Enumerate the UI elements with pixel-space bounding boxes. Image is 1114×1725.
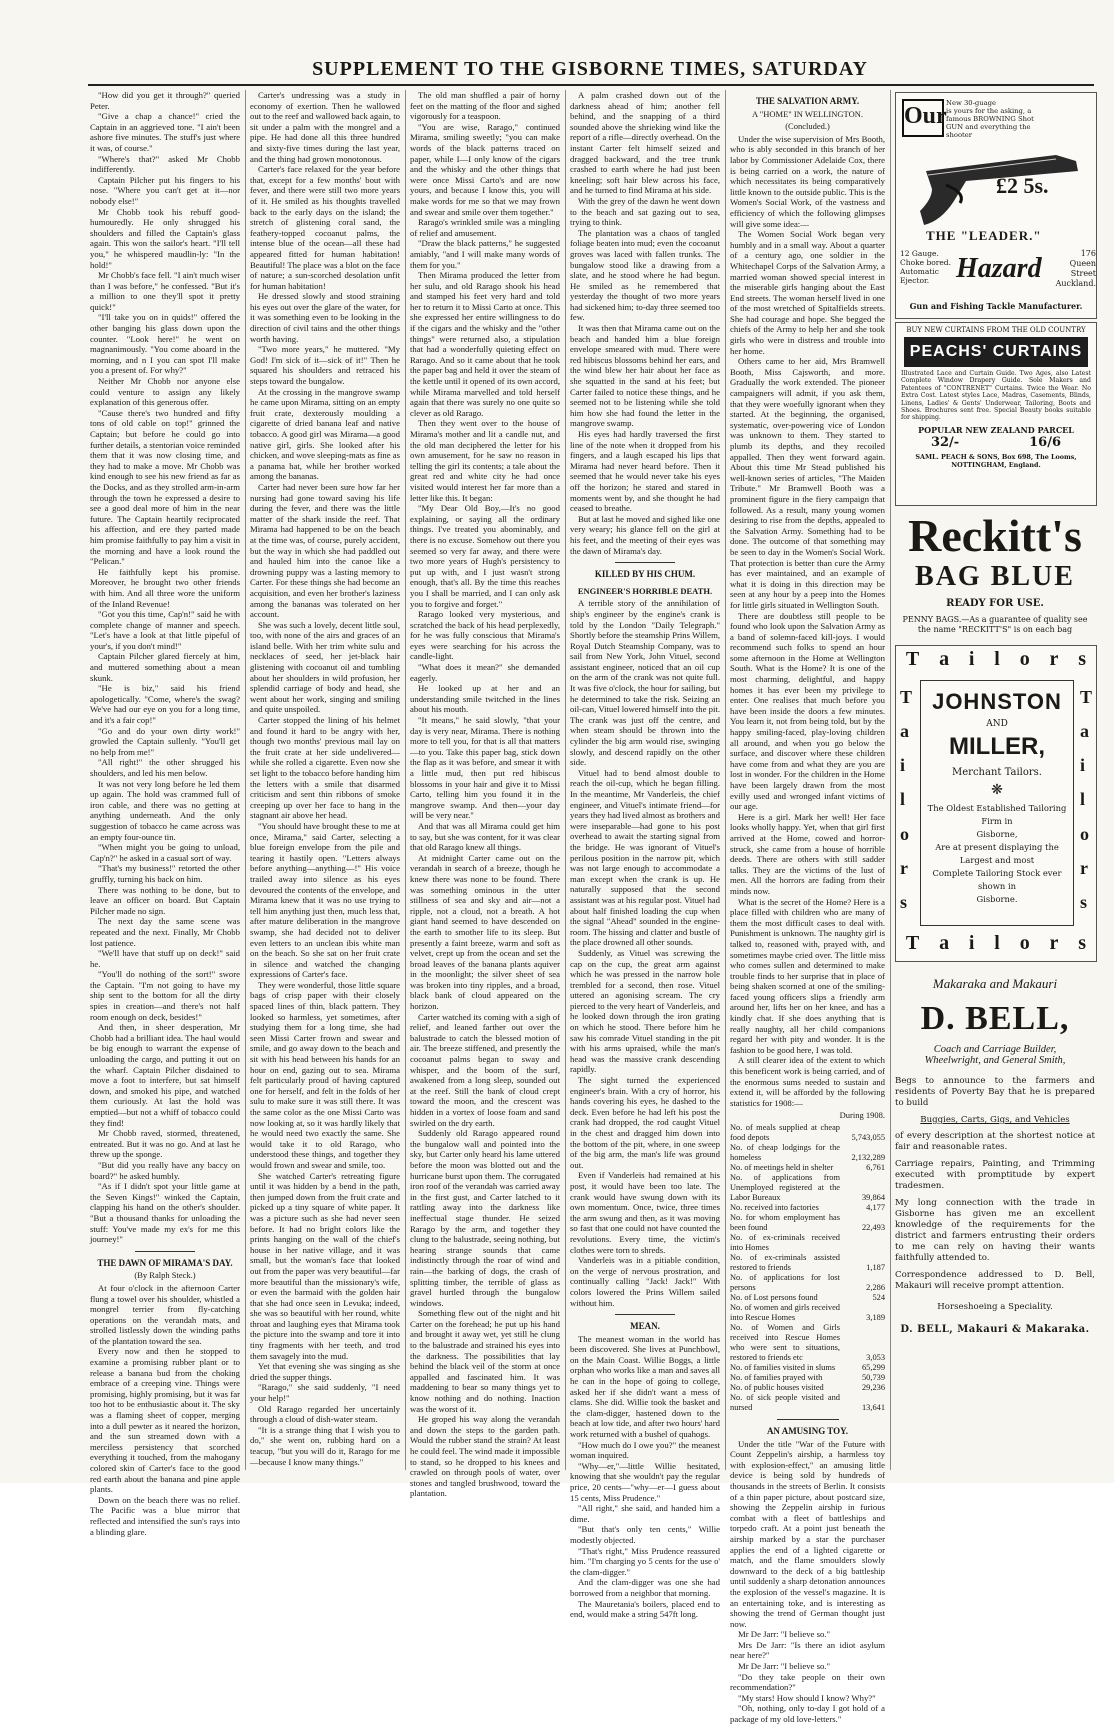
tailors-blurb: [921, 802, 1073, 906]
paragraph: Mrs De Jarr: "Is there an idiot asylum near here?": [730, 1639, 885, 1661]
gun-trade: Gun and Fishing Tackle Manufacturer.: [909, 301, 1083, 311]
paragraph: His eyes had hardly traversed the first line of the note when it dropped from his fingers, and a laugh escaped his lips that Mirama had never heard before. Then it seemed that he would never take his eyes off the horizon; he stared and stared in moments went by, and she thought he had ceased to breathe.: [570, 429, 720, 514]
salvation-cont: (Concluded.): [785, 121, 830, 132]
paragraph: A palm crashed down out of the darkness ahead of him; another fell behind, and the snapping of a third sounded above the shrieking wind like the report of a rifle—directly overhead. On the instant Carter felt himself seized and dragged backward, and the tree trunk crashed to earth where he had just been kneeling; soft hair blew across his face, and he turned to find Mirama at his side.: [570, 90, 720, 196]
mean-text: [570, 1334, 720, 1620]
paragraph: "When might you be going to unload, Cap'n?" he asked in a casual sort of way.: [90, 842, 240, 863]
stat-row: [730, 1393, 885, 1413]
stat-label: No. of applications for lost persons: [730, 1273, 840, 1292]
tailors-letter: o: [1079, 823, 1089, 844]
stat-label: No. of meals supplied at cheap food depots: [730, 1123, 840, 1142]
paragraph: Mr De Jarr: "I believe so.": [738, 1629, 831, 1640]
stat-value: 2,286: [866, 1283, 885, 1292]
paragraph: "My Dear Old Boy,—It's no good explaining, or saying all the ordinary things. I've treated you abominably, and there is no excuse. Somehow out there you seemed so very far away, and there were two more years of Hugh's persistency to put up with, and I just wasn't strong enough, that's all. By the time this reaches you I shall be married, and I can only ask you to forgive and forget.": [410, 503, 560, 609]
stat-label: No. of families prayed with: [730, 1373, 823, 1382]
paragraph: "Cause there's two hundred and fifty tons of old cable on top!" grinned the Captain; but before he could go into further details, a stentorian voice reminded them that it was now closing time, and they had to make a move. Mr Chobb was kind enough to see his new friend as far as the Docks, and as they strolled arm-in-arm through the town he expressed a desire to see a good deal more of him in the near future. The Captain heartily reciprocated his affection, and ere they parted made him promise faithfully to pay him a visit in the morning and have a look round the "Pelican.": [90, 407, 240, 567]
paragraph: "Two more years," he muttered. "My God! I'm sick of it—sick of it!" Then he squared his shoulders and retraced his steps toward the bungalow.: [250, 344, 400, 387]
tailors-letter: o: [900, 823, 909, 844]
bell-special: Horseshoeing a Speciality.: [937, 1302, 1053, 1312]
peach-prices: [896, 435, 1096, 450]
paragraph: "But did you really have any baccy on board?" he asked humbly.: [90, 1159, 240, 1181]
paragraph: There are doubtless still people to be found who look upon the Salvation Army as a band of solemn-faced kill-joys. I would recommend such folks to spend an hour some afternoon in the Home at Wellington South. What is the Home? It is one of the most charming, delightful, and happy homes it has ever been my privilege to enter. One realises that much before you have been inside the doors a few minutes. You learn it, not from being told, but by the happy smiling-faced, play-loving children all around, and when you go below the surface, and discover where these children have come from and what they are you are lost in wonder. For the children in the Home have been largely drawn from the most evilly used and wronged infant victims of our age.: [730, 610, 885, 812]
mean-title: MEAN.: [630, 1321, 660, 1332]
tailors-and: AND: [986, 719, 1008, 729]
paragraph: "What does it mean?" she demanded eagerly.: [410, 662, 560, 683]
our-box: [902, 99, 947, 137]
tailors-letter: s: [900, 892, 908, 913]
gun-gauge: 12 Gauge.: [900, 249, 939, 258]
paragraph: Carter had never been sure how far her nursing had gone toward saving his life during the fever, and there was the little matter of the shark inside the reef. That Mirama had happened to be on the beach at the time was, of course, purely accident, but the way in which she had paddled out and hauled him into the canoe like a drowning puppy was a lasting memory to Carter. For these things she had become an acquisition, and even her brother's laziness among the bananas was tolerated on her account.: [250, 481, 400, 620]
tailors-line4: Complete Tailoring Stock ever shown in: [932, 868, 1062, 891]
paragraph: Then they went over to the house of Mirama's mother and lit a candle nut, and the old man deciphered the letter for his own amusement, for he saw no reason in telling the girl its contents; a tale about the great red and white city he had once visited would interest her far more than a letter like this. It began:: [410, 418, 560, 503]
paragraph: Suddenly, as Vituel was screwing the cap on the cup, the great arm against which he was pressed in the narrow hole trembled for a second, then rose. Vituel uttered an agonising scream. The cry pierced to the very heart of Vanderleis, and he looked down through the iron grating on which he stood. There before him he saw his comrade Vituel standing in the pit with his arms upraised, while the man's head was the massive crank descending rapidly.: [570, 947, 720, 1075]
paragraph: "I'll take you on in quids!" offered the other banging his glass down upon the counter. "Look here!" he went on magnanimously. "You come aboard in the morning, and n I you can spot I'll make you a present of. For why?": [90, 312, 240, 376]
reckitts-name: Reckitt's: [908, 510, 1082, 561]
tailors-letter: T: [905, 932, 920, 954]
paragraph: "You are wise, Rarago," continued Mirama, smiling sweetly; "you can make words of the black patterns traced on paper, while I—I only know of the cigars and the whisky and the other things that were once Missi Carto's and are now yours, and because I know this, you will make words for me so that we may frown and swear and smile over them together.": [410, 121, 560, 217]
gun-auto: Automatic: [900, 267, 939, 276]
stat-value: 65,299: [861, 1363, 885, 1372]
byline: (By Ralph Steck.): [134, 1270, 196, 1281]
tailors-letter: s: [1079, 892, 1087, 913]
tailors-line1: The Oldest Established Tailoring Firm in: [927, 803, 1067, 826]
tailors-letter: l: [994, 932, 1000, 954]
gun-line3: GUN and everything the shooter: [946, 123, 1031, 139]
peach-maker: SAML. PEACH & SONS, Box 698, The Looms, NOTTINGHAM, England.: [915, 452, 1077, 469]
paragraph: "You'll do nothing of the sort!" swore the Captain. "I'm not going to have my ship sent to the bottom for all the dirty spies in creation—and there's not half room enough on deck, besides!": [90, 969, 240, 1022]
gun-street: Queen Street: [1069, 259, 1096, 278]
paragraph: Then Mirama produced the letter from her sulu, and old Rarago shook his head and stamped his feet very hard and told her to return it to Missi Carto at once. This she expressed her entire willingness to do if the cigars and the whisky and the "other things" were returned also, a stipulation that had a wonderfully quieting effect on Rarago. And so it came about that he took the paper bag and held it over the steam of the kettle until it opened of its own accord, while Mirama marvelled and told herself again that there was surely no one quite so clever as old Rarago.: [410, 270, 560, 418]
paragraph: He groped his way along the verandah and down the steps to the garden path. Would the rubber stand the strain? At least he could feel. The wind made it impossible to stand, so he dropped to his knees and crawled on through pools of water, over stones and tangled brushwood, toward the plantation.: [410, 1414, 560, 1499]
gun-city: Auckland.: [1055, 279, 1096, 288]
column-3-text: [410, 90, 560, 1499]
paragraph: "All right!" the other shrugged his shoulders, and led his men below.: [90, 757, 240, 778]
stat-label: No. of families visited in slums: [730, 1363, 836, 1372]
paragraph: "Why—er,"—little Willie hesitated, knowing that she wouldn't pay the regular price, 20 cents—"why—er—I guess about 15 cents, Miss Prudence.": [570, 1460, 720, 1503]
tailors-letter: l: [994, 648, 1000, 670]
stat-row: [730, 1383, 885, 1393]
peach-parcel: POPULAR NEW ZEALAND PARCEL: [918, 424, 1074, 435]
paragraph: Suddenly old Rarago appeared round the bungalow wall and pointed into the sky, but Carter only heard his lame uttered before the moon was blotted out and the hurricane burst upon them. The corrugated iron roof of the verandah was carried away in the first gust, and Carter latched to it rattling away into the darkness like ineffectual stage thunder. He seized Rarago by the arm, and together they clung to the balustrade, seeing nothing, but hearing strange sounds that came indistinctly through the roar of wind and rain—the barking of dogs, the crash of splitting timber, the terrible of glass as gravel hurtled through the bungalow windows.: [410, 1128, 560, 1308]
stat-row: [730, 1143, 885, 1163]
paragraph: She was such a lovely, decent little soul, too, with none of the airs and graces of an island belle. With her trim white sulu and necklaces of seed, her jet-black hair glistening with cocoanut oil and tumbling about her shoulders in wild profusion, her splendid carriage of body and head, she went about her work, singing and smiling and quite unspoiled.: [250, 619, 400, 715]
paragraph: Mr Chobb raved, stormed, threatened, entreated. But it was no go. And at last he threw up the sponge.: [90, 1128, 240, 1160]
paragraph: "But that's only ten cents," Willie modestly objected.: [570, 1524, 720, 1545]
stat-value: 50,739: [861, 1373, 885, 1382]
tailors-name1: JOHNSTON: [932, 689, 1062, 714]
bell-p4: My long connection with the trade in Gisborne has given me an excellent knowledge of the requirements for the district and farmers entrusting their orders to me can rely on having their wants faithfully attended to.: [895, 1198, 1095, 1263]
tailors-border-right: [1080, 680, 1092, 920]
stat-value: 39,864: [861, 1193, 885, 1202]
divider: [777, 1419, 839, 1420]
column-3: [410, 90, 560, 1499]
stat-row: [730, 1253, 885, 1273]
paragraph: "We'll have that stuff up on deck!" said he.: [90, 948, 240, 969]
stat-label: No. received into factories: [730, 1203, 819, 1212]
tailors-letter: r: [1079, 858, 1088, 879]
paragraph: Something flew out of the night and hit Carter on the forehead; he put up his hand and brought it away wet, yet still he clung to the balustrade and strained his eyes into the darkness. The possibilities that lay behind the black veil of the storm at once appalled and fascinated him. It was maddening to bear so many things yet to know nothing and do nothing. Inaction was the worst of it.: [410, 1308, 560, 1414]
stat-label: No. of public houses visited: [730, 1383, 824, 1392]
stat-value: 5,743,055: [851, 1133, 885, 1142]
paragraph: "As if I didn't spot your little game at the Seven Kings!" winked the Captain, clapping his hand on the other's shoulder. "But a thousand thanks for unloading the stuff: You've made my ex's for me this journey!": [90, 1181, 240, 1245]
hazard-logo: Hazard: [956, 253, 1042, 284]
gun-advert: [895, 92, 1097, 319]
paragraph: "How did you get it through?" queried Peter.: [90, 90, 240, 111]
paragraph: What is the secret of the Home? Here is a place filled with children who are many of them the most difficult cases to deal with. Punishment is unknown. The naughty girl is talked to, reasoned with, prayed with, and sometimes maybe cried over. The little miss who comes sullen and determined to make trouble finds to her surprise that in place of being shaken scorned at one of the smiling-faced young officers slips a friendly arm around her, lifts her on her knee, and has a kindly chat. If she does anything that is really naughty, all her child companions regard her with pity and wonder. It is the fashion to be good here, I was told.: [730, 896, 885, 1055]
bell-trade1: Coach and Carriage Builder,: [933, 1044, 1057, 1055]
paragraph: "Go and do your own dirty work!" growled the Captain sullenly. "You'll get no help from me!": [90, 725, 240, 757]
peach-top: BUY NEW CURTAINS FROM THE OLD COUNTRY: [906, 326, 1086, 334]
stats-year: During 1908.: [839, 1110, 885, 1121]
gun-specs: [900, 249, 951, 285]
column-rule: [565, 90, 566, 1470]
paragraph: And then, in sheer desperation, Mr Chobb had a brilliant idea. The haul would be big enough to warrant the expense of unloading the cargo, and putting it out on the wharf. Captain Pilcher disdained to move a foot to interfere, but sat himself down, and smoked his pipe, and watched them curiously. At last the hold was emptied—but not a whiff of tobacco could they find!: [90, 1022, 240, 1128]
paragraph: "Draw the black patterns," he suggested amiably, "and I will make many words of them for you.": [410, 238, 560, 270]
stat-row: [730, 1303, 885, 1323]
column-4: [570, 90, 720, 1620]
tailors-letter: i: [968, 648, 975, 670]
peach-price-1: 32/-: [930, 434, 960, 450]
peach-body: Illustrated Lace and Curtain Guide. Two Ages, also Latest Complete Window Drapery Guide. Sole Makers and Patentees of "CONTRENET" Curtains. Twice the Wear. No Extra Cost. Latest styles Lace, Madras, Casements, Blinds, Linens, Ladies' & Gents' Underwear, Tailoring, Boots and Shoes. Brochures sent free. Special Beauty books suitable for shipping.: [901, 370, 1091, 422]
tailors-letter: T: [900, 686, 913, 707]
masthead: SUPPLEMENT TO THE GISBORNE TIMES, SATURDAY: [312, 58, 868, 80]
bell-heading: Makaraka and Makauri: [932, 976, 1058, 991]
stat-label: No. of sick people visited and nursed: [730, 1393, 840, 1412]
tailors-letter: o: [1019, 648, 1030, 670]
stat-label: No. for whom employment has been found: [730, 1213, 840, 1232]
tailors-line3: Are at present displaying the Largest and most: [935, 842, 1059, 865]
stat-label: No. of cheap lodgings for the homeless: [730, 1143, 840, 1162]
stat-row: [730, 1363, 885, 1373]
gun-address: [1046, 249, 1096, 289]
tailors-line2: Gisborne,: [976, 829, 1018, 839]
stat-row: [730, 1323, 885, 1363]
column-1: [90, 90, 240, 1537]
stat-label: No. of Lost persons found: [730, 1293, 818, 1302]
paragraph: Old Rarago regarded her uncertainly through a cloud of dish-water steam.: [250, 1403, 400, 1425]
paragraph: Neither Mr Chobb nor anyone else could venture to assign any likely explanation of this generous offer.: [90, 376, 240, 408]
tailors-letter: o: [1019, 932, 1030, 954]
stat-row: [730, 1293, 885, 1303]
tailors-letter: i: [900, 755, 906, 776]
gun-street-number: 176: [1080, 249, 1096, 258]
killed-title: KILLED BY HIS CHUM.: [594, 569, 696, 580]
paragraph: Here is a girl. Mark her well! Her face looks wholly happy. Yet, when that girl first arrived at the Home, cowed and horror-struck, she came from a house of horrible deeds. There are others with still sadder talks. They are the victims of the lust of men. All the horrors are fading from their minds now.: [730, 811, 885, 896]
paragraph: The meanest woman in the world has been discovered. She lives at Punchbowl, on the Main Coast. Willie Boggs, a little orphan who works like a man and saves all he can in the hope of going to college, asked her if she didn't want a mess of clams. She did. Willie took the basket and the clam-digger, hastened down to the beach at low tide, and after two hours' hard work returned with a bushel of quahogs.: [570, 1333, 720, 1440]
stat-value: 1,187: [866, 1263, 885, 1272]
stat-row: [730, 1203, 885, 1213]
paragraph: Even if Vanderleis had remained at his post, it would have been too late. The crank would have swung down with its own momentum. Once, twice, three times the arm swung and then, as it was moving so fast that one could not have counted the revolutions. Every time, the victim's clothes were torn to shreds.: [570, 1170, 720, 1255]
bell-p3: Carriage repairs, Painting, and Trimming executed with promptitude by expert tradesmen.: [895, 1159, 1095, 1191]
paragraph: Mr Chobb's face fell. "I ain't much wiser than I was before," he confessed. "But it's a million to one they'll spot it pretty quick!": [90, 270, 240, 312]
tailors-border-bottom: [896, 932, 1096, 955]
paragraph: Captain Pilcher put his fingers to his nose. "Where you can't get at it—nor nobody else!": [90, 174, 240, 206]
paragraph: "That's right," Miss Prudence reassured him. "I'm charging yo 5 cents for the use o' the clam-digger.": [570, 1545, 720, 1577]
paragraph: There was nothing to be done, but to leave an officer on board. But Captain Pilcher made no sign.: [90, 884, 240, 916]
paragraph: The Mauretania's boilers, placed end to end, would make a string 547ft long.: [570, 1598, 720, 1620]
tailors-letter: l: [1079, 789, 1085, 810]
toy-title: AN AMUSING TOY.: [766, 1426, 849, 1436]
paragraph: The next day the same scene was repeated and the next. Finally, Mr Chobb lost patience.: [90, 916, 240, 948]
tailors-letter: T: [905, 648, 920, 670]
reckitts-ready: READY FOR USE.: [946, 598, 1044, 609]
paragraph: And the clam-digger was one she had borrowed from a neighbor that morning.: [570, 1577, 720, 1598]
paragraph: "You should have brought these to me at once, Mirama," said Carter, selecting a blue foreign envelope from the pile and tearing it hastily open. "Letters always before anything—anything—!" His voice trailed away into silence as his eyes devoured the contents of the envelope, and Mirama knew that it was no use trying to tell him anything just then, much less that, after mature deliberation in the mangrove swamp, she had decided not to deliver even letters to an unclean ibis white man on the beach. So she sat on her fruit crate in silence and watched the changing expressions of Carter's face.: [250, 820, 400, 980]
stat-value: 2,132,289: [851, 1153, 885, 1162]
paragraph: Down on the beach there was no relief. The Pacific was a blue mirror that reflected and intensified the sun's rays into a blinding glare.: [90, 1494, 240, 1537]
tailors-advert: [895, 645, 1097, 962]
paragraph: Mr De Jarr: "I believe so.": [738, 1661, 831, 1672]
column-rule: [890, 90, 891, 1470]
tailors-line5: Gisborne.: [976, 894, 1018, 904]
tailors-letter: s: [1078, 648, 1087, 670]
peach-curtains-advert: [895, 322, 1097, 506]
paragraph: Rarago's wrinkled smile was a mingling of relief and amusement.: [410, 217, 560, 238]
killed-subtitle: ENGINEER'S HORRIBLE DEATH.: [577, 585, 713, 596]
stat-label: No. of ex-criminals received into Homes: [730, 1233, 840, 1252]
paragraph: Vanderleis was in a pitiable condition, on the verge of nervous prostration, and continually calling "Jack! Jack!" With colors lowered the Prins Willem sailed without him.: [570, 1255, 720, 1308]
paragraph: Carter's face relaxed for the year before that, except for a few months' bout with fever, and there were still two more years of it. He smiled as his thoughts travelled back to the early days on the island; the stretch of glistening coral sand, the feathery-topped cocoanut palms, the intense blue of the ocean—all these had appeared fitted for human habitation! Beautiful! The place was a blot on the face of nature; a sun-scorched desolation unfit for human habitation!: [250, 164, 400, 291]
tailors-letter: s: [1078, 932, 1087, 954]
column-rule: [245, 90, 246, 1470]
stat-value: 4,177: [866, 1203, 885, 1212]
stat-row: [730, 1273, 885, 1293]
paragraph: "It means," he said slowly, "that your day is very near, Mirama. There is nothing more to tell you, for that is all that matters—to you. Take this paper bag, stick down the flap as it was before, and smear it with a little mud, then put red hibiscus blossoms in your hair and give it to Missi Carto, telling him you found it in the mangrove swamp. And then—your day will be very near.": [410, 715, 560, 821]
paragraph: With the grey of the dawn he went down to the beach and sat gazing out to sea, trying to think.: [570, 195, 720, 228]
column-5: [730, 90, 885, 1725]
gun-price: £2 5s.: [996, 173, 1049, 198]
stat-row: [730, 1373, 885, 1383]
paragraph: "Oh, nothing, only to-day I got hold of a package of my old love-letters.": [730, 1703, 885, 1725]
paragraph: And that was all Mirama could get him to say, but she was content, for it was clear that old Rarago knew all things.: [410, 820, 560, 853]
reckitts-product: BAG BLUE: [915, 561, 1075, 592]
paragraph: "He is biz," said his friend apologetically. "Come, where's the swag? We've had our eye on you for a long time, and it's a fair cop!": [90, 683, 240, 726]
gun-ejector: Ejector.: [900, 276, 930, 285]
paragraph: "My stars! How should I know? Why?": [738, 1692, 876, 1703]
bell-p1: Begs to announce to the farmers and residents of Poverty Bay that he is prepared to build: [895, 1076, 1095, 1108]
divider: [615, 1314, 675, 1315]
paragraph: "Where's that?" asked Mr Chobb indifferently.: [90, 153, 240, 175]
stat-label: No. of women and girls received into Rescue Homes: [730, 1303, 840, 1322]
paragraph: Vituel had to bend almost double to reach the oil-cup, which he began filling. In the meantime, Mr Vanderleis, the chief engineer, and Vituel's intimate friend—for years they had lived almost as brothers and were inseparable—had gone to his post overhead to await the starting signal from the bridge. He was ignorant of Vituel's perilous position in the narrow pit, which was not large enough to accommodate a man except when the crank is up. He naturally supposed that the second assistant was at his regular post. Vituel had about half finished loading the cup when the signal "Ahead" sounded in the engine-room. The hissing and clatter and bustle of the place drowned all other sounds.: [570, 767, 720, 948]
gun-intro: [946, 99, 1056, 139]
paragraph: A terrible story of the annihilation of ship's engineer by the engine's crank is told by the London "Daily Telegraph." Shortly before the steamship Prins Willem, Royal Dutch Steamship Company, was to sail from New York, John Vituel, second assistant engineer, noticed that an oil cup on the arm of the crank was not quite full. It was five o'clock, the hour for sailing, but he determined to take the risk. Seizing an oil-can, Vituel lowered himself into the pit. The crank was just off the centre, and when steam should be thrown into the cylinder the big arm would rise, swinging slowly, and descend rapidly on the other side.: [570, 598, 720, 768]
gun-choke: Choke bored.: [900, 258, 951, 267]
ornament-icon: ❋: [991, 782, 1003, 798]
paragraph: The sight turned the experienced engineer's brain. With a cry of horror, his hands covering his eyes, he dashed to the deck. Even before he had left his post the crank had dropped, the rod caught Vituel in the chest and dragged him down into the bottom of the pit, where, in one sweep of the big arm, the man's life was ground out.: [570, 1075, 720, 1170]
paragraph: The old man shuffled a pair of horny feet on the matting of the floor and sighed vigorously for a teaspoon.: [410, 90, 560, 122]
paragraph: Carter's undressing was a study in economy of exertion. Then he wallowed out to the reef and wallowed back again, to sit under a palm with the mongrel and a pipe. He had done all this three hundred and sixty-five times during the last year, and the thing had grown monotonous.: [250, 90, 400, 164]
tailors-letter: T: [1079, 686, 1092, 707]
gun-line2: is yours for the asking, a famous BROWNING Shot: [946, 107, 1034, 123]
paragraph: Mr Chobb took his rebuff good-humouredly. He only shrugged his shoulders and filled the Captain's glass again. This won the sailor's heart. "I'll tell you," he whispered maudlin-ly: "In the hold!": [90, 206, 240, 270]
bell-advert: [895, 966, 1095, 1466]
stat-row: [730, 1123, 885, 1143]
gun-line1: New 30-guage: [946, 99, 997, 107]
tailors-inner: [920, 680, 1074, 926]
divider: [615, 562, 675, 563]
paragraph: They were wonderful, those little square bags of crisp paper with their closely spaced lines of thin, black pattern. They looked so harmless, yet sometimes, after studying them for a long time, she had seen Missi Carter frown and swear and smile, and go away down to the beach and sit with his head between his hands for an hour on end, gazing out to sea. Mirama felt particularly proud of having captured one for herself, and felt in the folds of her sulu to make sure it was still there. It was the same color as the one Missi Carto was now looking at, so it was hardly likely that he would need two exactly the same. She would take it to old Rarago, who understood these things, and together they would frown and swear and smile, too.: [250, 979, 400, 1170]
paragraph: Carter stopped the lining of his helmet and found it hard to be angry with her, though two months' previous mail lay on the fruit crate at her side undelivered—while she rolled a cigarette. Even now she set light to the tobacco before handing him the letters with a smile that disarmed criticism and sent thin ribbons of smoke creeping up over her face to hang in the stagnant air above her head.: [250, 715, 400, 821]
salvation-title: THE SALVATION ARMY.: [755, 96, 860, 106]
paragraph: But at last he moved and sighed like one very weary; his glance fell on the girl at his feet, and the meeting of their eyes was the dawn of Mirama's day.: [570, 513, 720, 556]
tailors-letter: a: [939, 932, 950, 954]
column-rule: [405, 90, 406, 1470]
paragraph: "Got you this time, Cap'n!" said he with complete change of manner and speech. "Let's have a look at that little pipeful of your's, if you don't mind!": [90, 609, 240, 651]
stat-label: No. of ex-criminals assisted restored to friends: [730, 1253, 840, 1272]
column-2-text: [250, 90, 400, 1467]
stat-label: No. of applications from Unemployed registered at the Labor Bureaux: [730, 1173, 840, 1202]
story-text: [90, 1283, 240, 1537]
gun-name: THE "LEADER.": [926, 228, 1042, 243]
tailors-border-left: [900, 680, 912, 920]
column-1-text: [90, 90, 240, 1245]
peach-price-2: 16/6: [1029, 434, 1062, 450]
paragraph: At midnight Carter came out on the verandah in search of a breeze, though he knew there was none to be found. There was something ominous in the utter stillness of sea and sky and air—not a ripple, not a cloud, not a breath. A hot giant hand seemed to have descended on the earth to smother life to its sleep. But presently a faint breeze, warm and soft as velvet, crept up from the ocean and set the broad leaves of the banana plants aquiver in the moonlight; the silver sheet of sea was broken into tiny ripples, and a broad, black bank of cloud appeared on the horizon.: [410, 852, 560, 1012]
salvation-text: [730, 134, 885, 1109]
toy-text: [730, 1439, 885, 1725]
masthead-rule: [88, 84, 1094, 86]
column-4-text: [570, 90, 720, 556]
reckitts-advert: [895, 510, 1095, 638]
tailors-trade: Merchant Tailors.: [952, 767, 1042, 778]
paragraph: "All right," she said, and handed him a dime.: [570, 1503, 720, 1524]
paragraph: Under the wise supervision of Mrs Booth, who is ably seconded in this branch of her labor by Commissioner Adelaide Cox, there is being carried on a work, the nature of which necessitates its being comparatively little known to the outside public. This is the Women's Social Work, of the vastness and efficiency of which the following glimpses will give some idea:—: [730, 133, 885, 229]
paragraph: "Give a chap a chance!" cried the Captain in an aggrieved tone. "I ain't been ashore five minutes. The stuff's just where it was, of course.": [90, 111, 240, 153]
column-rule: [725, 90, 726, 1470]
tailors-letter: a: [939, 648, 950, 670]
tailors-letter: l: [900, 789, 906, 810]
bell-name: D. BELL,: [920, 1000, 1070, 1037]
paragraph: He faithfully kept his promise. Moreover, he brought two other friends with him. And all three wore the uniform of the Inland Revenue!: [90, 566, 240, 609]
stat-value: 524: [872, 1293, 885, 1302]
paragraph: "Do they take people on their own recommendation?": [730, 1671, 885, 1693]
stat-label: No. of meetings held in shelter: [730, 1163, 834, 1172]
stat-row: [730, 1213, 885, 1233]
stats-table: [730, 1123, 885, 1413]
paragraph: Rarago looked very mysterious, and scratched the back of his head perplexedly, for he was fully conscious that Mirama's eyes were searching for his across the candle-light.: [410, 609, 560, 662]
story-title: THE DAWN OF MIRAMA'S DAY.: [97, 1257, 233, 1268]
paragraph: It was not very long before he led them up again. The hold was crammed full of iron cable, and there was no getting at anything underneath. And the only suggestion of tobacco he came across was an empty four-ounce tin.: [90, 778, 240, 842]
paragraph: "That's my business!" retorted the other gruffly, turning his back on him.: [90, 863, 240, 884]
stat-value: 22,493: [861, 1223, 885, 1232]
paragraph: He dressed slowly and stood straining his eyes out over the glare of the water, for it was something even to be looking in the direction of civil tains and the other things worth having.: [250, 291, 400, 344]
stat-row: [730, 1163, 885, 1173]
divider: [135, 1251, 195, 1252]
stat-row: [730, 1233, 885, 1253]
tailors-letter: i: [968, 932, 975, 954]
paragraph: "Rarago," she said suddenly, "I need your help!": [250, 1382, 400, 1404]
paragraph: A still clearer idea of the extent to which this beneficent work is being carried, and of the enormous sums needed to sustain and extend it, will be afforded by the following statistics for 1908:—: [730, 1055, 885, 1108]
stat-value: 6,761: [866, 1163, 885, 1172]
paragraph: Others came to her aid, Mrs Bramwell Booth, Miss Cajsworth, and more. Gradually the work extended. The pioneer campaigners will admit, if you ask them, that they were woefully ignorant when they started. At the beginning, the organised, systematic, over-powering vice of London was unknown to them. They started to plumb its depths, and they recoiled appalled. Then they went forward again. About this time Mr Stead published his well-known series of articles, "The Maiden Tribute." Mr Bramwell Booth was a prominent figure in the fiery campaign that followed. As a result, many young women desiring to rise from the depths, appealed to the Salvation Army. Something had to be done. The outcome of that something may be seen to day in the Women's Social Work. That protection is better than cure the Army has ever maintained, and an example of what it is doing in this direction may be seen at any hour by a peep into the Homes for little girls situated in Wellington South.: [730, 356, 885, 610]
tailors-border-top: [896, 648, 1096, 671]
killed-text: [570, 598, 720, 1308]
stat-value: 3,053: [866, 1353, 885, 1362]
paragraph: The plantation was a chaos of tangled foliage beaten into mud; even the cocoanut groves was laced with fallen trunks. The bungalow stood like a drawing from a slate, and he stood where he had begun. He smiled as he remembered that yesterday the thought of two more years had sickened him; to-day three seemed too few.: [570, 227, 720, 323]
salvation-subtitle: A "HOME" IN WELLINGTON.: [752, 108, 863, 119]
tailors-letter: a: [900, 720, 909, 741]
paragraph: "How much do I owe you?" the meanest woman inquired.: [570, 1439, 720, 1461]
stat-row: [730, 1173, 885, 1203]
paragraph: "It is a strange thing that I wish you to do," she went on, rubbing hard on a teacup, "but you will do it, Rarago for me—because I know many things.": [250, 1424, 400, 1467]
paragraph: Yet that evening she was singing as she dried the supper things.: [250, 1361, 400, 1382]
peach-title: PEACHS' CURTAINS: [904, 337, 1088, 367]
paragraph: At the crossing in the mangrove swamp he came upon Mirama, sitting on an empty fruit crate, dexterously moulding a cigarette of dried banana leaf and native tobacco. A good girl was Mirama—a good native girl, girls. She looked after his chicken, and wove sleeping-mats as fine as a panama hat, while her brother worked among the bananas.: [250, 386, 400, 482]
paragraph: Carter watched its coming with a sigh of relief, and leaned farther out over the balustrade to catch the blessed motion of air. The breeze stiffened, and presently the cocoanut palms began to sway and whisper, and the boom of the surf, awakened from a long sleep, sounded out at the reef. Still the bank of cloud crept toward the moon, and the crescent was hidden in a vortex of loose foam and sand swirled on the dry earth.: [410, 1011, 560, 1128]
column-2: [250, 90, 400, 1470]
bell-items: Buggies, Carts, Gigs, and Vehicles: [920, 1115, 1070, 1125]
paragraph: Captain Pilcher glared fiercely at him, and muttered something about a mean skunk.: [90, 651, 240, 683]
stat-label: No. of Women and Girls received into Rescue Homes who were sent to situations, restored to friends etc: [730, 1323, 840, 1362]
paragraph: He looked up at her and an understanding smile twitched in the lines about his mouth.: [410, 683, 560, 715]
paragraph: It was then that Mirama came out on the beach and handed him a blue foreign envelope smeared with mud. There were red hibiscus blossoms behind her ears, and the wind blew her hair about her face as she squatted in the sand at his feet; but Carter failed to notice these things, and he seemed not to be listening while she told him how she had found the letter in the mangrove swamp.: [570, 323, 720, 429]
paragraph: Under the title "War of the Future with Count Zeppelin's airship, a harmless toy with explosion-effect," an amusing little device is being sold by hundreds of thousands in the streets of Berlin. It consists of a thin paper picture, about postcard size, showing the Zeppelin airship in furious combat with a fleet of battleships and torpedo craft. At a point just beneath the airship marked by a star the purchaser applies the end of a lighted cigarette or match, and the flame smoulders slowly downward to the deck of a big battleship until suddenly a sharp detonation announces the explosion of the vessel's magazine. It is an entertaining toke, and is interesting as showing the trend of German thought just now.: [730, 1438, 885, 1629]
reckitts-note: PENNY BAGS.—As a guarantee of quality see the name "RECKITT'S" is on each bag: [902, 615, 1088, 634]
paragraph: The Women Social Work began very humbly and in a small way. About a quarter of a century ago, one soldier in the Whitechapel Corps of the Salvation Army, a married woman showed special interest in the miserable girls hanging about the East End streets. The woman herself lived in one of the most wretched of Spitalfields streets. She had courage and hope. She begged the chiefs of the Army to help her and she took girls who were in distress and trouble into her home.: [730, 229, 885, 356]
bell-footer: D. BELL, Makauri & Makaraka.: [900, 1324, 1090, 1335]
tailors-name2: MILLER,: [949, 733, 1045, 760]
stat-value: 13,641: [861, 1403, 885, 1412]
tailors-letter: r: [1049, 932, 1059, 954]
paragraph: Every now and then he stopped to examine a promising rubber plant or to release a banana bud from the choking embrace of a creeping vine. Things were promising, highly promising, but it was far too hot to be enthusiastic about it. The sky was a flaming sheet of copper, merging into a dull pewter as it neared the horizon, and the sun streamed down with a merciless persistency that scorched everything it touched, from the mahogany colored skin of Carter's face to the good red earth about the banana and pine apple plants.: [90, 1346, 240, 1495]
our-label: Our: [904, 103, 947, 129]
stat-value: 29,236: [861, 1383, 885, 1392]
paragraph: At four o'clock in the afternoon Carter flung a towel over his shoulder, whistled a mongrel terrier from fly-catching operations on the verandah mats, and strolled listlessly down the winding paths of the plantation toward the sea.: [90, 1282, 240, 1346]
bell-p5: Correspondence addressed to D. Bell, Makauri will receive prompt attention.: [895, 1270, 1095, 1291]
paragraph: She watched Carter's retreating figure until it was hidden by a bend in the path, then jumped down from the fruit crate and picked up a tiny square of white paper. It was a picture such as she had never seen before. It had no bright colors like the prints hanging on the wall of the chief's house in her native village, and it was small, but the woman's face that looked out from the paper was very beautiful—far more beautiful than the missionary's wife, or even the barmaid with the golden hair that she had once seen in Levuka; indeed, she was so beautiful with her round, white throat and laughing eyes that Mirama took the picture into the swamp and tore it into tiny fragments with her teeth, and trod them savagely into the mud.: [250, 1170, 400, 1361]
bell-trade2: Wheelwright, and General Smith,: [924, 1055, 1066, 1066]
bell-p2: of every description at the shortest notice at fair and reasonable rates.: [895, 1131, 1095, 1152]
stat-value: 3,189: [866, 1313, 885, 1322]
tailors-letter: r: [1049, 648, 1059, 670]
tailors-letter: a: [1079, 720, 1089, 741]
tailors-letter: r: [900, 858, 908, 879]
tailors-letter: i: [1079, 755, 1085, 776]
